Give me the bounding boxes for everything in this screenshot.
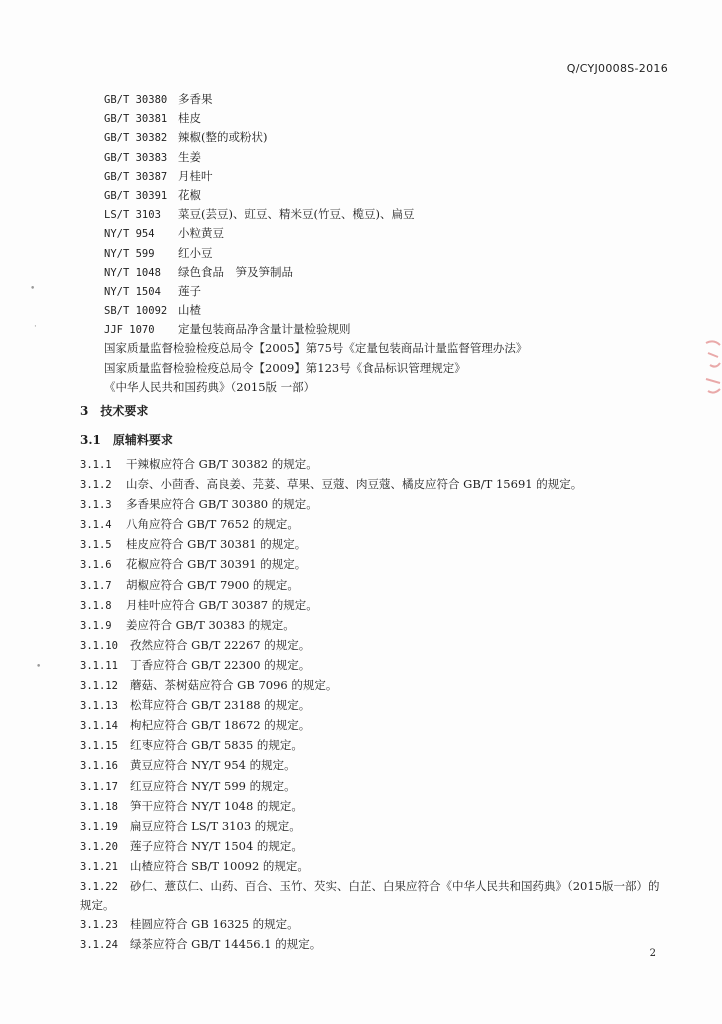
clause-text: 胡椒应符合 GB/T 7900 的规定。 [126, 577, 299, 592]
scan-speck: · [34, 322, 37, 332]
clause-number: 3.1.10 [80, 639, 118, 652]
reference-title: 绿色食品 笋及笋制品 [178, 264, 293, 279]
clause-item [80, 576, 670, 596]
reference-code: GB/T 30381 [104, 113, 168, 126]
scan-speck: • [36, 662, 42, 672]
clause-item [80, 857, 670, 877]
page-number: 2 [649, 948, 656, 959]
reference-code: GB/T 30382 [104, 132, 168, 145]
reference-code: SB/T 10092 [104, 305, 168, 318]
clause-item [80, 596, 670, 616]
clause-number: 3.1.11 [80, 659, 118, 672]
reference-code: LS/T 3103 [104, 209, 161, 222]
clause-text: 枸杞应符合 GB/T 18672 的规定。 [130, 718, 311, 733]
reference-title: 多香果 [178, 92, 213, 106]
clause-text: 蘑菇、茶树菇应符合 GB 7096 的规定。 [130, 678, 338, 693]
clause-text: 山奈、小茴香、高良姜、芫荽、草果、豆蔻、肉豆蔻、橘皮应符合 GB/T 15691 的规定。 [126, 477, 583, 492]
clause-number: 3.1.13 [80, 700, 118, 713]
clause-number: 3.1.9 [80, 619, 112, 632]
reference-row [104, 167, 527, 186]
reference-code: NY/T 1504 [104, 285, 161, 298]
clause-text: 丁香应符合 GB/T 22300 的规定。 [130, 657, 311, 672]
reference-title: 生姜 [178, 149, 201, 164]
reference-code: GB/T 30380 [104, 94, 168, 106]
clause-item [80, 616, 670, 636]
clause-text: 桂皮应符合 GB/T 30381 的规定。 [126, 537, 307, 552]
clause-text: 扁豆应符合 LS/T 3103 的规定。 [130, 818, 301, 833]
reference-row [104, 378, 527, 397]
standard-code: Q/CYJ0008S-2016 [566, 62, 668, 75]
reference-title: 小粒黄豆 [178, 226, 224, 241]
reference-title: 《中华人民共和国药典》（2015版 一部） [104, 379, 316, 394]
reference-row [104, 128, 527, 147]
reference-row [104, 186, 527, 205]
clause-item [80, 455, 670, 475]
clause-number: 3.1.14 [80, 720, 118, 733]
reference-title: 菜豆(芸豆)、豇豆、精米豆(竹豆、榄豆)、扁豆 [178, 207, 415, 222]
reference-title: 国家质量监督检验检疫总局令【2005】第75号《定量包装商品计量监督管理办法》 [104, 341, 528, 356]
reference-row [104, 244, 527, 263]
clause-item [80, 495, 670, 515]
clause-number: 3.1.16 [80, 760, 118, 773]
clause-text: 干辣椒应符合 GB/T 30382 的规定。 [126, 457, 318, 471]
clause-number: 3.1.5 [80, 539, 112, 552]
reference-title: 山楂 [178, 303, 201, 318]
clause-number: 3.1.3 [80, 499, 112, 512]
clause-item [80, 555, 670, 575]
clause-number: 3.1.7 [80, 579, 112, 592]
clause-list [80, 455, 670, 955]
clause-number: 3.1.17 [80, 780, 118, 793]
clause-item [80, 696, 670, 716]
clause-item [80, 716, 670, 736]
clause-number: 3.1.22 [80, 880, 118, 893]
reference-row [104, 339, 527, 358]
reference-row [104, 359, 527, 378]
reference-code: GB/T 30387 [104, 170, 168, 183]
reference-title: 花椒 [178, 187, 201, 202]
reference-row [104, 263, 527, 282]
reference-row [104, 320, 527, 339]
reference-code: GB/T 30391 [104, 189, 168, 202]
clause-number: 3.1.1 [80, 459, 112, 471]
reference-code: NY/T 599 [104, 247, 155, 260]
clause-number: 3.1.4 [80, 519, 112, 532]
reference-title: 红小豆 [178, 245, 213, 260]
reference-code: NY/T 1048 [104, 266, 161, 279]
reference-title: 月桂叶 [178, 168, 213, 183]
clause-item [80, 817, 670, 837]
clause-text: 笋干应符合 NY/T 1048 的规定。 [130, 798, 303, 813]
clause-item [80, 837, 670, 857]
subsection-heading: 3.1 原辅料要求 [80, 433, 173, 447]
clause-number: 3.1.20 [80, 840, 118, 853]
reference-row [104, 148, 527, 167]
clause-text: 山楂应符合 SB/T 10092 的规定。 [130, 858, 309, 873]
scan-speck: • [30, 284, 36, 294]
reference-title: 桂皮 [178, 111, 201, 126]
clause-item [80, 797, 670, 817]
reference-row [104, 301, 527, 320]
reference-title: 莲子 [178, 283, 201, 298]
clause-text: 黄豆应符合 NY/T 954 的规定。 [130, 758, 296, 773]
clause-text: 桂圆应符合 GB 16325 的规定。 [130, 916, 299, 931]
normative-reference-list [104, 90, 527, 397]
clause-item [80, 656, 670, 676]
clause-text: 莲子应符合 NY/T 1504 的规定。 [130, 838, 303, 853]
clause-number: 3.1.23 [80, 918, 118, 931]
clause-item [80, 535, 670, 555]
clause-text: 月桂叶应符合 GB/T 30387 的规定。 [126, 597, 318, 612]
clause-item [80, 736, 670, 756]
clause-item [80, 756, 670, 776]
clause-number: 3.1.21 [80, 860, 118, 873]
clause-text: 砂仁、薏苡仁、山药、百合、玉竹、芡实、白芷、白果应符合《中华人民共和国药典》（2015版一部）的规定。 [80, 878, 660, 913]
reference-title: 定量包装商品净含量计量检验规则 [178, 322, 351, 337]
clause-text: 八角应符合 GB/T 7652 的规定。 [126, 517, 299, 532]
reference-title: 辣椒(整的或粉状) [178, 130, 268, 145]
reference-row [104, 109, 527, 128]
reference-row [104, 90, 527, 109]
clause-number: 3.1.12 [80, 680, 118, 693]
clause-text: 绿茶应符合 GB/T 14456.1 的规定。 [130, 937, 322, 952]
reference-row [104, 282, 527, 301]
reference-code: GB/T 30383 [104, 151, 168, 164]
red-seal-edge [704, 335, 722, 405]
clause-text: 孜然应符合 GB/T 22267 的规定。 [130, 637, 311, 652]
reference-row [104, 224, 527, 243]
reference-code: NY/T 954 [104, 228, 155, 241]
reference-code: JJF 1070 [104, 324, 155, 337]
clause-text: 花椒应符合 GB/T 30391 的规定。 [126, 557, 307, 572]
seal-fragment-icon [704, 335, 722, 405]
reference-row [104, 205, 527, 224]
clause-number: 3.1.8 [80, 599, 112, 612]
clause-text: 松茸应符合 GB/T 23188 的规定。 [130, 698, 311, 713]
clause-item [80, 877, 670, 915]
clause-item [80, 515, 670, 535]
clause-text: 红豆应符合 NY/T 599 的规定。 [130, 778, 296, 793]
clause-item [80, 935, 670, 955]
reference-title: 国家质量监督检验检疫总局令【2009】第123号《食品标识管理规定》 [104, 360, 466, 375]
clause-number: 3.1.19 [80, 820, 118, 833]
clause-text: 多香果应符合 GB/T 30380 的规定。 [126, 497, 318, 512]
clause-item [80, 636, 670, 656]
clause-text: 红枣应符合 GB/T 5835 的规定。 [130, 738, 303, 753]
clause-number: 3.1.24 [80, 939, 118, 952]
clause-item [80, 915, 670, 935]
clause-item [80, 475, 670, 495]
clause-number: 3.1.2 [80, 479, 112, 492]
clause-item [80, 676, 670, 696]
clause-item [80, 777, 670, 797]
clause-number: 3.1.18 [80, 800, 118, 813]
clause-text: 姜应符合 GB/T 30383 的规定。 [126, 617, 295, 632]
section-heading: 3 技术要求 [80, 404, 149, 418]
clause-number: 3.1.6 [80, 559, 112, 572]
clause-number: 3.1.15 [80, 740, 118, 753]
